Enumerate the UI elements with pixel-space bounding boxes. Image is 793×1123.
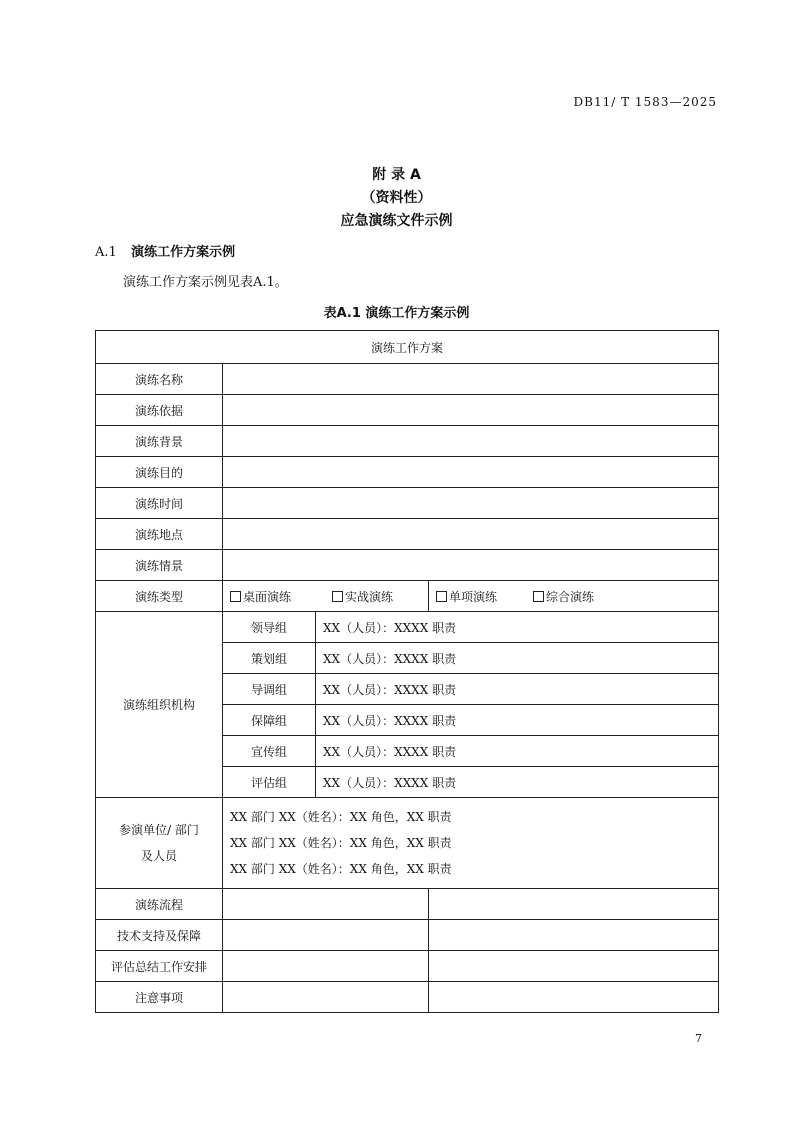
row-label: 评估总结工作安排 xyxy=(96,951,223,982)
table-caption: 表A.1 演练工作方案示例 xyxy=(323,306,470,321)
table-row xyxy=(96,488,719,519)
participants-list xyxy=(223,798,719,889)
group-duty: XX（人员）：XXXX 职责 xyxy=(316,705,719,736)
row-label: 演练地点 xyxy=(96,519,223,550)
row-value xyxy=(223,488,719,519)
table-row xyxy=(96,889,719,920)
group-name: 策划组 xyxy=(223,643,316,674)
participant-line: XX 部门 XX（姓名）：XX 角色，XX 职责 xyxy=(230,836,452,850)
row-value xyxy=(223,550,719,581)
drill-plan-table xyxy=(95,330,719,1013)
page-number: 7 xyxy=(695,1032,702,1045)
group-name: 导调组 xyxy=(223,674,316,705)
drill-type-options-left xyxy=(223,581,429,612)
row-value xyxy=(429,920,719,951)
drill-type-label: 演练类型 xyxy=(96,581,223,612)
participant-line: XX 部门 XX（姓名）：XX 角色，XX 职责 xyxy=(230,810,452,824)
table-row xyxy=(96,426,719,457)
group-duty: XX（人员）：XXXX 职责 xyxy=(316,612,719,643)
group-duty: XX（人员）：XXXX 职责 xyxy=(316,643,719,674)
row-value xyxy=(223,889,429,920)
row-value xyxy=(223,364,719,395)
section-number: A.1 xyxy=(95,245,117,260)
appendix-title: 附 录 A xyxy=(372,167,421,183)
drill-type-options-right xyxy=(429,581,719,612)
checkbox-icon[interactable] xyxy=(436,591,447,602)
row-label: 演练背景 xyxy=(96,426,223,457)
checkbox-icon[interactable] xyxy=(332,591,343,602)
table-row xyxy=(96,951,719,982)
table-row xyxy=(96,920,719,951)
option-comprehensive[interactable]: 综合演练 xyxy=(533,588,594,605)
table-row xyxy=(96,364,719,395)
row-label: 注意事项 xyxy=(96,982,223,1013)
group-duty: XX（人员）：XXXX 职责 xyxy=(316,767,719,798)
table-header-row xyxy=(96,331,719,364)
appendix-heading xyxy=(0,164,793,233)
appendix-subtitle: 应急演练文件示例 xyxy=(340,213,453,229)
table-header: 演练工作方案 xyxy=(96,331,719,364)
group-name: 评估组 xyxy=(223,767,316,798)
row-value xyxy=(223,982,429,1013)
row-value xyxy=(223,395,719,426)
drill-type-row xyxy=(96,581,719,612)
option-tabletop[interactable]: 桌面演练 xyxy=(230,588,332,605)
table-row xyxy=(96,395,719,426)
group-name: 保障组 xyxy=(223,705,316,736)
row-label: 演练时间 xyxy=(96,488,223,519)
table-row xyxy=(96,550,719,581)
participants-row xyxy=(96,798,719,889)
row-label: 演练依据 xyxy=(96,395,223,426)
row-label: 演练目的 xyxy=(96,457,223,488)
row-value xyxy=(223,951,429,982)
table-row xyxy=(96,519,719,550)
participant-line: XX 部门 XX（姓名）：XX 角色，XX 职责 xyxy=(230,862,452,876)
org-group-row xyxy=(96,612,719,643)
group-name: 领导组 xyxy=(223,612,316,643)
row-value xyxy=(429,951,719,982)
row-value xyxy=(223,920,429,951)
row-value xyxy=(223,457,719,488)
row-label: 演练情景 xyxy=(96,550,223,581)
row-label: 演练流程 xyxy=(96,889,223,920)
row-label: 演练名称 xyxy=(96,364,223,395)
section-paragraph: 演练工作方案示例见表A.1。 xyxy=(123,275,288,290)
option-field[interactable]: 实战演练 xyxy=(332,588,393,605)
checkbox-icon[interactable] xyxy=(533,591,544,602)
group-name: 宣传组 xyxy=(223,736,316,767)
row-value xyxy=(223,426,719,457)
row-label: 技术支持及保障 xyxy=(96,920,223,951)
group-duty: XX（人员）：XXXX 职责 xyxy=(316,736,719,767)
row-value xyxy=(429,982,719,1013)
table-row xyxy=(96,982,719,1013)
section-heading xyxy=(95,241,235,260)
table-row xyxy=(96,457,719,488)
appendix-type: （资料性） xyxy=(361,190,432,206)
row-value xyxy=(429,889,719,920)
participants-label: 参演单位/ 部门 及人员 xyxy=(96,798,223,889)
document-code: DB11/ T 1583—2025 xyxy=(573,95,717,109)
group-duty: XX（人员）：XXXX 职责 xyxy=(316,674,719,705)
option-single[interactable]: 单项演练 xyxy=(436,588,533,605)
section-title: 演练工作方案示例 xyxy=(131,245,236,260)
row-value xyxy=(223,519,719,550)
org-label: 演练组织机构 xyxy=(96,612,223,798)
checkbox-icon[interactable] xyxy=(230,591,241,602)
